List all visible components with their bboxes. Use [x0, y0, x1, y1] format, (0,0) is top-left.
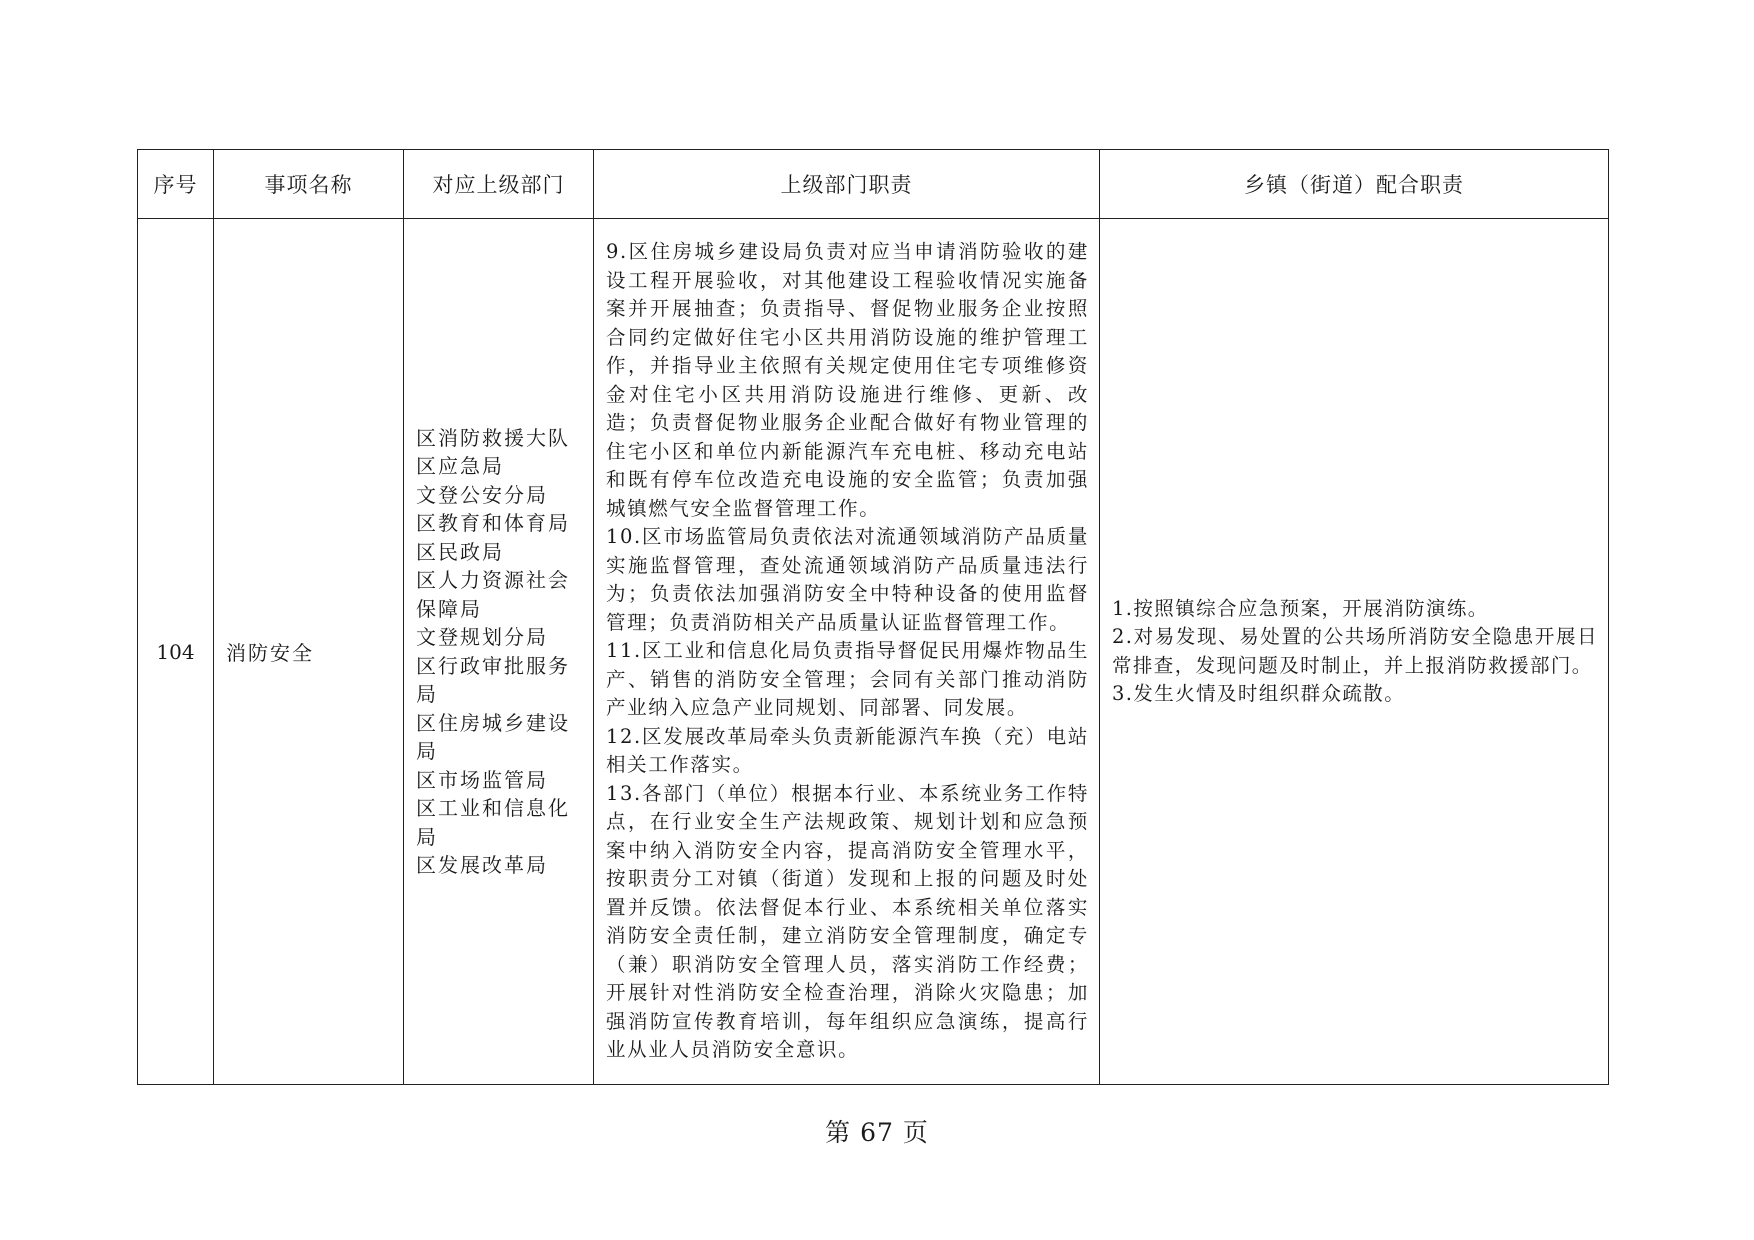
town-duty-paragraph: 1.按照镇综合应急预案，开展消防演练。 [1112, 596, 1489, 620]
department-item: 文登公安分局 [416, 482, 548, 507]
table-row [138, 219, 1609, 1085]
row-superior-duties [594, 219, 1100, 1085]
header-superior-department: 对应上级部门 [404, 150, 594, 219]
duty-paragraph: 9.区住房城乡建设局负责对应当申请消防验收的建设工程开展验收，对其他建设工程验收情况实施备案并开展抽查；负责指导、督促物业服务企业按照合同约定做好住宅小区共用消防设施的维护管理工作，并指导业主依照有关规定使用住宅专项维修资金对住宅小区共用消防设施进行维修、更新、改造；负责督促物业服务企业配合做好有物业管理的住宅小区和单位内新能源汽车充电桩、移动充电站和既有停车位改造充电设施的安全监管；负责加强城镇燃气安全监督管理工作。 [606, 240, 1089, 520]
row-departments [404, 219, 594, 1085]
department-item: 区发展改革局 [416, 853, 548, 877]
duty-paragraph: 12.区发展改革局牵头负责新能源汽车换（充）电站相关工作落实。 [606, 724, 1089, 777]
row-town-duties [1100, 219, 1609, 1085]
department-item: 区人力资源社会保障局 [416, 568, 570, 621]
header-town-duties: 乡镇（街道）配合职责 [1100, 150, 1609, 219]
department-item: 区行政审批服务局 [416, 653, 570, 706]
header-item-name: 事项名称 [214, 150, 404, 219]
town-duty-paragraph: 2.对易发现、易处置的公共场所消防安全隐患开展日常排查，发现问题及时制止，并上报消防救援部门。 [1112, 625, 1598, 677]
department-item: 区教育和体育局 [416, 511, 570, 535]
duty-paragraph: 11.区工业和信息化局负责指导督促民用爆炸物品生产、销售的消防安全管理；会同有关部门推动消防产业纳入应急产业同规划、同部署、同发展。 [606, 639, 1089, 720]
header-superior-duties: 上级部门职责 [594, 150, 1100, 219]
duty-paragraph: 13.各部门（单位）根据本行业、本系统业务工作特点，在行业安全生产法规政策、规划计划和应急预案中纳入消防安全内容，提高消防安全管理水平，按职责分工对镇（街道）发现和上报的问题及时处置并反馈。依法督促本行业、本系统相关单位落实消防安全责任制，建立消防安全管理制度，确定专（兼）职消防安全管理人员，落实消防工作经费；开展针对性消防安全检查治理，消除火灾隐患；加强消防宣传教育培训，每年组织应急演练，提高行业从业人员消防安全意识。 [606, 781, 1089, 1062]
town-duty-paragraph: 3.发生火情及时组织群众疏散。 [1112, 682, 1406, 705]
department-item: 区住房城乡建设局 [416, 710, 570, 763]
header-seq: 序号 [138, 150, 214, 219]
department-item: 区消防救援大队 [416, 425, 570, 450]
page-number: 第 67 页 [825, 1118, 929, 1147]
row-item-name: 消防安全 [214, 219, 404, 1085]
responsibility-table [137, 149, 1609, 1085]
department-item: 区应急局 [416, 454, 504, 478]
department-item: 区民政局 [416, 539, 504, 564]
table-header-row [138, 150, 1609, 219]
department-item: 文登规划分局 [416, 625, 548, 649]
row-seq: 104 [138, 219, 214, 1085]
duty-paragraph: 10.区市场监管局负责依法对流通领域消防产品质量实施监督管理，查处流通领域消防产品质量违法行为；负责依法加强消防安全中特种设备的使用监督管理；负责消防相关产品质量认证监督管理工作。 [606, 525, 1089, 634]
department-item: 区工业和信息化局 [416, 796, 570, 849]
department-item: 区市场监管局 [416, 767, 548, 792]
